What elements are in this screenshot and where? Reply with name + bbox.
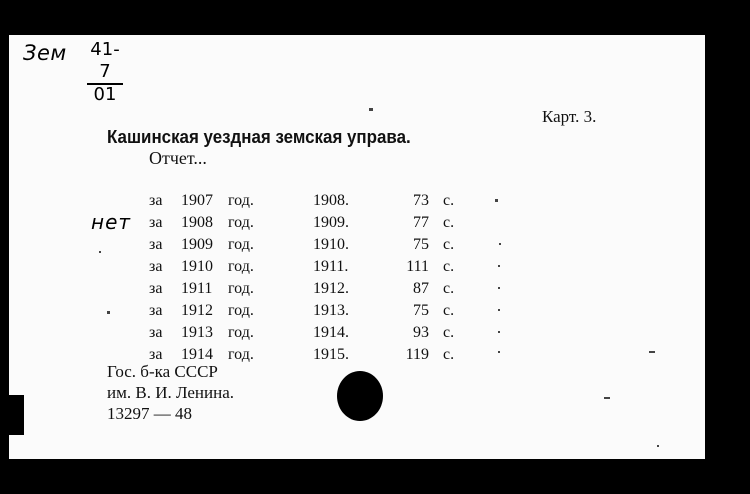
row-prefix: за	[149, 214, 163, 231]
row-year-word: год.	[228, 280, 254, 297]
shelfmark-top: 41-7	[90, 39, 120, 82]
row-year: 1907	[181, 192, 213, 209]
row-pages: 75	[413, 302, 429, 319]
row-pages: 73	[413, 192, 429, 209]
speck	[498, 309, 500, 311]
speck	[369, 108, 373, 111]
report-row	[9, 302, 705, 324]
library-line-1: Гос. б-ка СССР	[107, 362, 218, 381]
row-published-year: 1910.	[313, 236, 349, 253]
row-pages-unit: с.	[443, 192, 455, 209]
row-prefix: за	[149, 346, 163, 363]
library-line-3: 13297 — 48	[107, 404, 192, 423]
row-year-word: год.	[228, 302, 254, 319]
row-prefix: за	[149, 236, 163, 253]
row-year: 1911	[181, 280, 213, 297]
speck	[99, 251, 101, 253]
row-year-word: год.	[228, 236, 254, 253]
row-published-year: 1911.	[313, 258, 349, 275]
row-year: 1913	[181, 324, 213, 341]
row-year: 1912	[181, 302, 213, 319]
row-pages-unit: с.	[443, 280, 455, 297]
handwritten-note: нет	[91, 210, 132, 234]
punch-hole	[337, 371, 383, 421]
speck	[495, 199, 498, 202]
library-line-2: им. В. И. Ленина.	[107, 383, 235, 402]
row-published-year: 1909.	[313, 214, 349, 231]
row-year: 1914	[181, 346, 213, 363]
row-pages: 87	[413, 280, 429, 297]
handwritten-shelfmark	[85, 39, 125, 105]
row-published-year: 1913.	[313, 302, 349, 319]
report-title: Отчет...	[149, 148, 207, 168]
row-pages-unit: с.	[443, 214, 455, 231]
report-row	[9, 192, 705, 214]
row-pages: 93	[413, 324, 429, 341]
row-pages-unit: с.	[443, 324, 455, 341]
row-prefix: за	[149, 302, 163, 319]
shelfmark-bottom: 01	[93, 84, 117, 105]
row-pages: 77	[413, 214, 429, 231]
report-row	[9, 258, 705, 280]
institution-heading: Кашинская уездная земская управа.	[107, 127, 411, 147]
speck	[604, 397, 610, 399]
speck	[499, 243, 501, 245]
speck	[498, 331, 500, 333]
speck	[498, 287, 500, 289]
row-published-year: 1912.	[313, 280, 349, 297]
row-prefix: за	[149, 192, 163, 209]
report-row	[9, 280, 705, 302]
row-year: 1909	[181, 236, 213, 253]
row-pages: 111	[406, 258, 429, 275]
row-year-word: год.	[228, 324, 254, 341]
row-pages-unit: с.	[443, 258, 455, 275]
speck	[498, 351, 500, 353]
row-year-word: год.	[228, 346, 254, 363]
row-pages: 75	[413, 236, 429, 253]
report-row	[9, 236, 705, 258]
report-row	[9, 324, 705, 346]
row-prefix: за	[149, 258, 163, 275]
speck	[107, 311, 110, 314]
report-row	[9, 214, 705, 236]
row-year: 1908	[181, 214, 213, 231]
speck	[498, 265, 500, 267]
row-published-year: 1914.	[313, 324, 349, 341]
card-number: Карт. 3.	[542, 107, 597, 126]
card-edge-shadow	[9, 395, 24, 435]
library-stamp	[107, 361, 234, 424]
row-published-year: 1908.	[313, 192, 349, 209]
handwritten-classification	[23, 41, 67, 65]
row-pages-unit: с.	[443, 302, 455, 319]
row-pages: 119	[405, 346, 429, 363]
speck	[649, 351, 655, 353]
speck	[657, 445, 659, 447]
catalog-card	[9, 35, 705, 459]
row-pages-unit: с.	[443, 346, 455, 363]
handwritten-classification-label: Зем	[23, 41, 67, 65]
row-prefix: за	[149, 324, 163, 341]
row-year-word: год.	[228, 214, 254, 231]
row-prefix: за	[149, 280, 163, 297]
row-year: 1910	[181, 258, 213, 275]
row-pages-unit: с.	[443, 236, 455, 253]
row-year-word: год.	[228, 258, 254, 275]
row-year-word: год.	[228, 192, 254, 209]
row-published-year: 1915.	[313, 346, 349, 363]
